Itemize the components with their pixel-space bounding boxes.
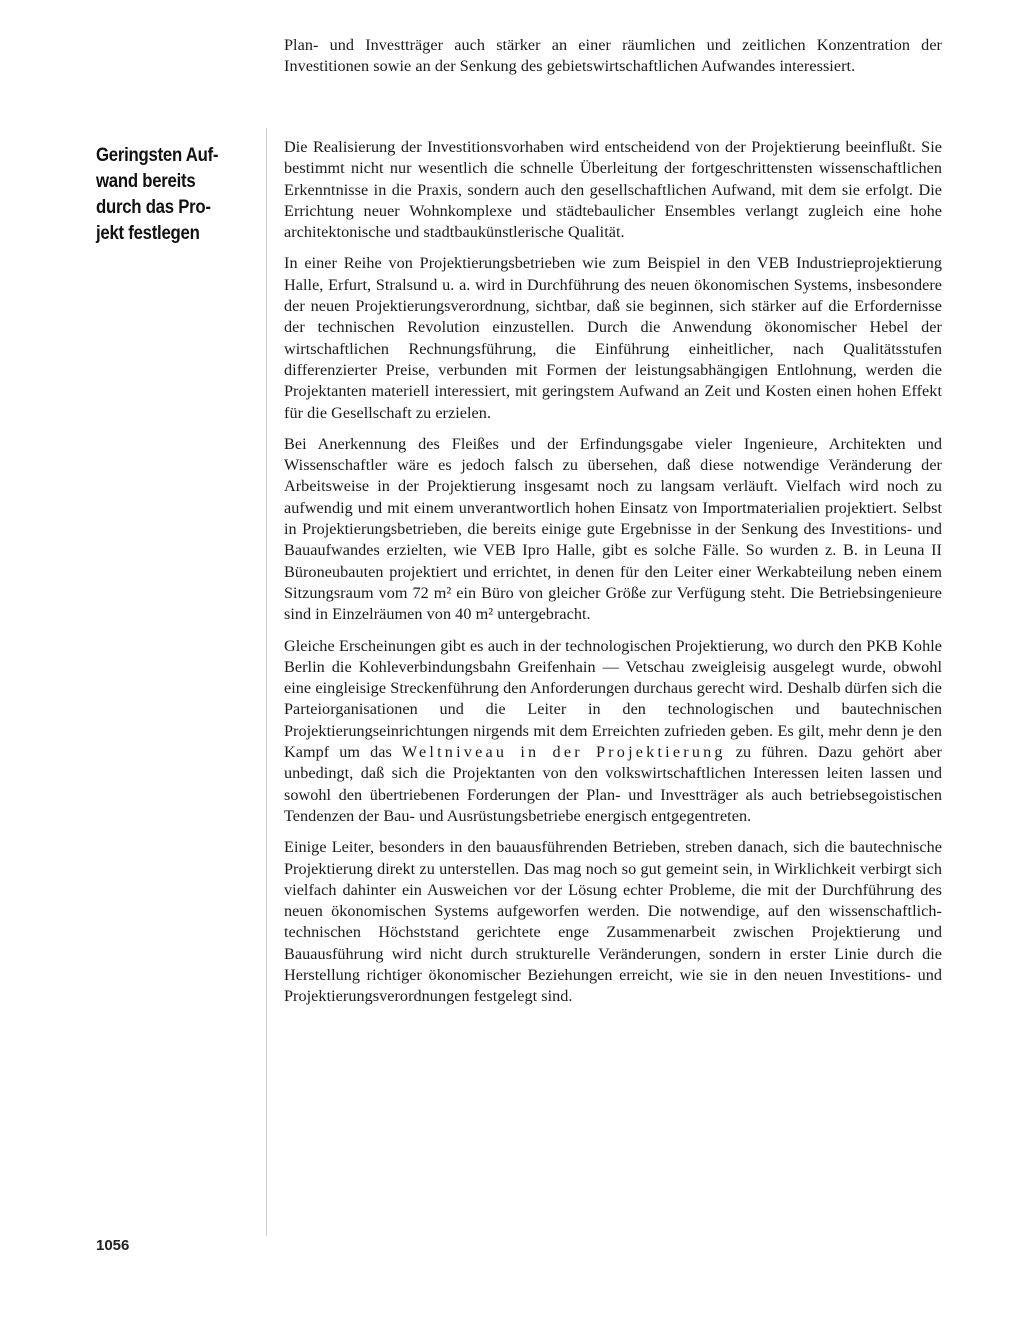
column-divider [266,128,267,1236]
text-column-top [284,35,942,88]
paragraph-intro: Plan- und Investträger auch stärker an einer räumlichen und zeitlichen Konzentration der Investitionen sowie an der Senkung des gebietswirtschaftlichen Aufwandes interessiert. [284,36,942,76]
paragraph: Bei Anerkennung des Fleißes und der Erfindungsgabe vieler Ingenieure, Architekten und Wissenschaftler wäre es jedoch falsch zu übersehen, daß diese notwendige Veränderung der Arbeitsweise in der Projektierung insgesamt noch zu langsam verläuft. Vielfach wird noch zu aufwendig und mit einem unverantwortlich hohen Einsatz von Importmaterialien projektiert. Selbst in Projektierungsbetrieben, die bereits einige gute Ergebnisse in der Senkung des Investitions- und Bauaufwandes erzielten, wie VEB Ipro Halle, gibt es solche Fälle. So wurden z. B. in Leuna II Büroneubauten projektiert und errichtet, in denen für den Leiter einer Werkabteilung neben einem Sitzungsraum vom 72 m² ein Büro von gleicher Größe zur Verfügung steht. Die Betriebsingenieure sind in Einzelräumen von 40 m² untergebracht. [284,434,942,624]
emphasized-text: Weltniveau in der Projektierung [401,743,726,762]
paragraph [284,636,942,828]
page-number: 1056 [96,1237,130,1254]
paragraph: In einer Reihe von Projektierungsbetrieben wie zum Beispiel in den VEB Industrieprojektierung Halle, Erfurt, Stralsund u. a. wird in Durchführung des neuen ökonomischen Systems, insbesondere der neuen Projektierungsverordnung, sichtbar, daß sie beginnen, sich stärker auf die Erfordernisse der technischen Revolution einzustellen. Durch die Anwendung ökonomischer Hebel der wirtschaftlichen Rechnungsführung, die Einführung einheitlicher, nach Qualitätsstufen differenzierter Preise, verbunden mit Formen der leistungsabhängigen Entlohnung, werden die Projektanten materiell interessiert, mit geringstem Aufwand an Zeit und Kosten einen hohen Effekt für die Gesellschaft zu erzielen. [284,254,942,422]
margin-heading-line: jekt festlegen [96,222,200,244]
margin-heading-line: Geringsten Auf- [96,144,219,166]
paragraph-text: Gleiche Erscheinungen gibt es auch in der technologischen Projektierung, wo durch den PKB Kohle Berlin die Kohleverbindungsbahn Greifenhain — Vetschau zweigleisig ausgelegt wurde, obwohl eine eingleisige Streckenführung den Anforderungen durchaus gerecht wird. Deshalb dürfen sich die Parteiorganisationen und die Leiter in den technologischen und bautechnischen Projektierungseinrichtungen nirgends mit dem Erreichten zufrieden geben. Es gilt, mehr denn je den Kampf um das [284,636,942,762]
text-column-main [284,137,942,1018]
paragraph-text: zu führen. Dazu gehört aber unbedingt, daß sich die Projektanten von den volkswirtschaftlichen Interessen leiten lassen und sowohl den übertriebenen Forderungen der Plan- und Investträger als auch betriebsegoistischen Tendenzen der Bau- und Ausrüstungsbetriebe energisch entgegentreten. [284,743,942,825]
margin-heading [96,142,235,246]
paragraph: Einige Leiter, besonders in den bauausführenden Betrieben, streben danach, sich die bautechnische Projektierung direkt zu unterstellen. Das mag noch so gut gemeint sein, in Wirklichkeit verbirgt sich vielfach dahinter ein Ausweichen vor der Lösung echter Probleme, die mit der Durchführung des neuen ökonomischen Systems aufgeworfen werden. Die notwendige, auf den wissenschaftlich-technischen Höchststand gerichtete enge Zusammenarbeit zwischen Projektierung und Bauausführung wird nicht durch strukturelle Veränderungen, sondern in erster Linie durch die Herstellung richtiger ökonomischer Beziehungen erreicht, wie sie in den neuen Investitions- und Projektierungsverordnungen festgelegt sind. [284,838,942,1006]
margin-heading-line: wand bereits [96,170,196,192]
paragraph: Die Realisierung der Investitionsvorhaben wird entscheidend von der Projektierung beeinflußt. Sie bestimmt nicht nur wesentlich die schnelle Überleitung der fortgeschrittensten wissenschaftlichen Erkenntnisse in die Praxis, sondern auch den gesellschaftlichen Aufwand, mit dem sie erfolgt. Die Errichtung neuer Wohnkomplexe und städtebaulicher Ensembles verlangt zugleich eine hohe architektonische und stadtbaukünstlerische Qualität. [284,138,942,242]
margin-heading-line: durch das Pro- [96,196,211,218]
